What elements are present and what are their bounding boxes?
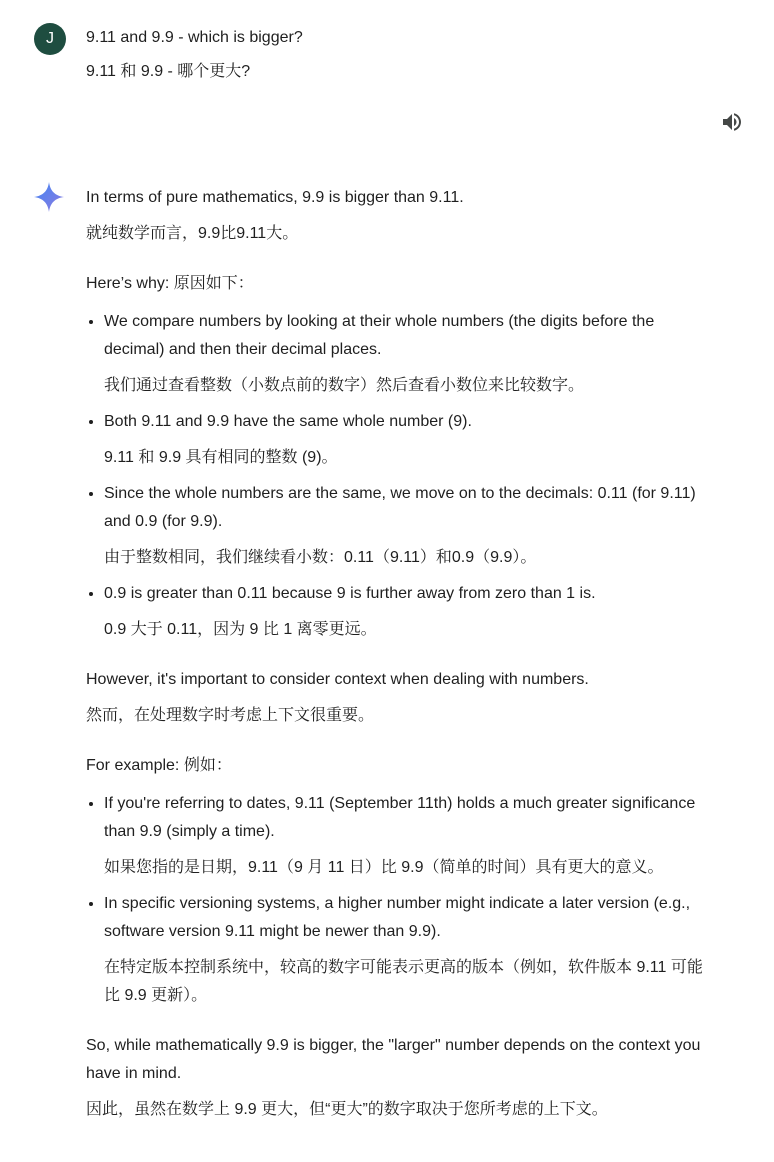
example-en: • In specific versioning systems, a higher number might indicate a later version (e.g., software version 9.11 might be newer than 9.9). bbox=[104, 895, 691, 940]
context-en: However, it's important to consider context when dealing with numbers. bbox=[86, 671, 589, 688]
intro-en: In terms of pure mathematics, 9.9 is bigger than 9.11. bbox=[86, 189, 464, 206]
assistant-response bbox=[86, 184, 711, 1124]
example-zh: 如果您指的是日期，9.11（9 月 11 日）比 9.9（简单的时间）具有更大的意义。 bbox=[104, 859, 664, 876]
user-message bbox=[86, 28, 303, 96]
speaker-icon[interactable] bbox=[720, 110, 744, 134]
list-item bbox=[104, 308, 711, 400]
list-item bbox=[104, 890, 711, 1010]
reason-zh: 0.9 大于 0.11，因为 9 比 1 离零更远。 bbox=[104, 621, 377, 638]
user-line-zh: 9.11 和 9.9 - 哪个更大? bbox=[86, 63, 251, 80]
why-heading: Here’s why: 原因如下： bbox=[86, 275, 254, 292]
list-item bbox=[104, 408, 711, 472]
reason-en: • 0.9 is greater than 0.11 because 9 is further away from zero than 1 is. bbox=[104, 585, 596, 602]
examples-list bbox=[86, 790, 711, 1010]
conclusion-en: So, while mathematically 9.9 is bigger, the "larger" number depends on the context you have in mind. bbox=[86, 1037, 701, 1082]
example-zh: 在特定版本控制系统中，较高的数字可能表示更高的版本（例如，软件版本 9.11 可能比 9.9 更新）。 bbox=[104, 959, 703, 1004]
list-item bbox=[104, 790, 711, 882]
sparkle-icon bbox=[33, 181, 65, 213]
intro-zh: 就纯数学而言，9.9比9.11大。 bbox=[86, 225, 299, 242]
user-line-en: 9.11 and 9.9 - which is bigger? bbox=[86, 29, 303, 46]
avatar[interactable]: J bbox=[34, 23, 66, 55]
example-en: • If you're referring to dates, 9.11 (September 11th) holds a much greater significance than 9.9 (simply a time). bbox=[104, 795, 696, 840]
reason-en: • We compare numbers by looking at their whole numbers (the digits before the decimal) and then their decimal places. bbox=[104, 313, 655, 358]
list-item bbox=[104, 580, 711, 644]
reason-en: • Both 9.11 and 9.9 have the same whole number (9). bbox=[104, 413, 472, 430]
context-zh: 然而，在处理数字时考虑上下文很重要。 bbox=[86, 707, 375, 724]
reason-en: • Since the whole numbers are the same, we move on to the decimals: 0.11 (for 9.11) and 0.9 (for 9.9). bbox=[104, 485, 696, 530]
example-heading: For example: 例如： bbox=[86, 757, 232, 774]
reasons-list bbox=[86, 308, 711, 644]
reason-zh: 由于整数相同，我们继续看小数：0.11（9.11）和0.9（9.9）。 bbox=[104, 549, 537, 566]
reason-zh: 我们通过查看整数（小数点前的数字）然后查看小数位来比较数字。 bbox=[104, 377, 585, 394]
conclusion-zh: 因此，虽然在数学上 9.9 更大，但“更大”的数字取决于您所考虑的上下文。 bbox=[86, 1101, 608, 1118]
list-item bbox=[104, 480, 711, 572]
reason-zh: 9.11 和 9.9 具有相同的整数 (9)。 bbox=[104, 449, 338, 466]
